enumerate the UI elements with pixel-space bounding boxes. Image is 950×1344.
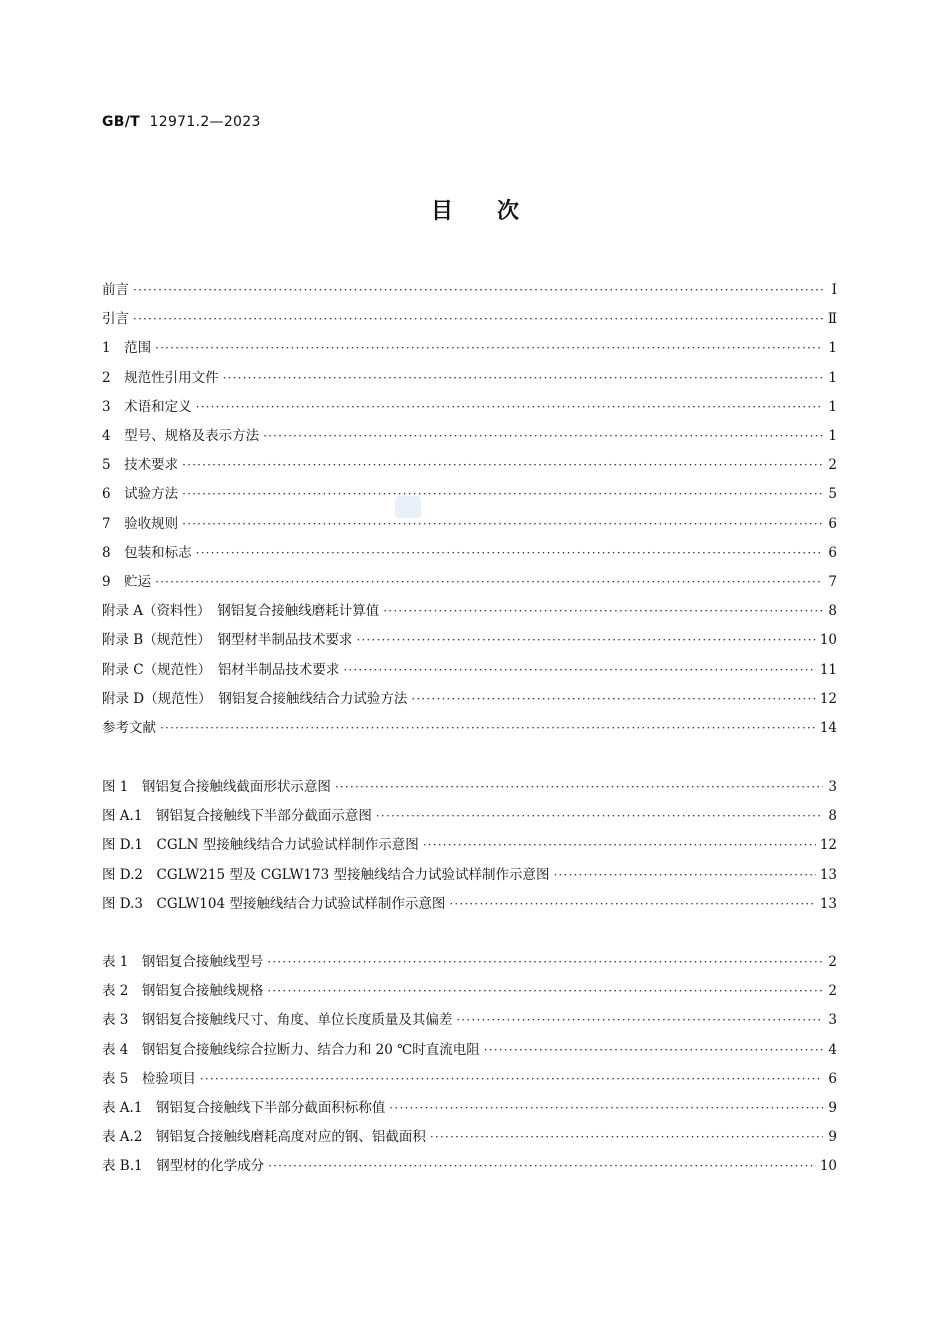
toc-entry-page: 8 (828, 603, 837, 620)
toc-entry[interactable] (102, 387, 837, 416)
toc-entry-page: Ⅰ (831, 282, 837, 298)
toc-entry-label: 图 1 钢铝复合接触线截面形状示意图 (102, 779, 331, 795)
toc-entry-page: 9 (828, 1100, 837, 1116)
toc-entry[interactable] (102, 1088, 837, 1117)
dot-leader (182, 485, 823, 499)
dot-leader (155, 339, 823, 353)
toc-entry-page: 2 (828, 983, 837, 1000)
toc-entry-label: 3 术语和定义 (102, 398, 192, 415)
dot-leader (383, 602, 823, 616)
dot-leader (155, 573, 823, 587)
toc-entry-page: 6 (828, 1070, 837, 1087)
toc-entry-page: Ⅱ (827, 311, 837, 328)
toc-entry[interactable] (102, 299, 837, 328)
toc-entry[interactable] (102, 416, 837, 445)
dot-leader (263, 427, 823, 441)
dot-leader (423, 836, 816, 850)
toc-entry-page: 14 (819, 720, 837, 736)
dot-leader (196, 398, 823, 412)
toc-entry-label: 前言 (102, 282, 129, 298)
toc-entry-page: 10 (819, 632, 837, 649)
toc-entry-label: 图 D.2 CGLW215 型及 CGLW173 型接触线结合力试验试样制作示意图 (102, 866, 550, 883)
dot-leader (411, 690, 815, 704)
toc-entry-label: 1 范围 (102, 340, 152, 357)
standard-year: 12971.2—2023 (149, 114, 261, 130)
toc-entry[interactable] (102, 1030, 837, 1059)
toc-entry-label: 表 A.2 钢铝复合接触线磨耗高度对应的钢、铝截面积 (102, 1129, 426, 1146)
toc-entry[interactable] (102, 708, 837, 737)
dot-leader (430, 1128, 823, 1142)
toc-entry[interactable] (102, 358, 837, 387)
standard-number (102, 114, 261, 130)
toc-entry[interactable] (102, 1000, 837, 1029)
toc-entry[interactable] (102, 328, 837, 357)
toc-entry-page: 6 (828, 544, 837, 561)
toc-entry[interactable] (102, 474, 837, 503)
dot-leader (335, 778, 823, 792)
toc-entry-label: 附录 A（资料性） 钢铝复合接触线磨耗计算值 (102, 603, 380, 620)
dot-leader (553, 866, 815, 880)
page-title: 目次 (430, 199, 563, 224)
toc-entry[interactable] (102, 942, 837, 971)
toc-entry[interactable] (102, 562, 837, 591)
toc-entry[interactable] (102, 1117, 837, 1146)
toc-entry[interactable] (102, 796, 837, 825)
dot-leader (223, 369, 823, 383)
toc-entry[interactable] (102, 1059, 837, 1088)
toc-entry-page: 3 (828, 1012, 837, 1029)
toc-entry-page: 2 (828, 457, 837, 474)
toc-entry-label: 表 1 钢铝复合接触线型号 (102, 954, 264, 970)
dot-leader (182, 515, 823, 529)
toc-entry-page: 1 (828, 369, 837, 386)
toc-entry-label: 引言 (102, 311, 129, 328)
toc-entry-page: 1 (828, 398, 837, 415)
toc-entry[interactable] (102, 767, 837, 796)
toc-entry-label: 7 验收规则 (102, 515, 179, 532)
toc-entry[interactable] (102, 855, 837, 884)
toc-entry-label: 表 A.1 钢铝复合接触线下半部分截面积标称值 (102, 1100, 386, 1116)
dot-leader (356, 631, 815, 645)
toc-entry[interactable] (102, 591, 837, 620)
dot-leader (376, 807, 823, 821)
toc-entry[interactable] (102, 1146, 837, 1175)
toc-entry-page: 7 (828, 574, 837, 590)
toc-entry-label: 附录 D（规范性） 钢铝复合接触线结合力试验方法 (102, 690, 408, 707)
toc-entry[interactable] (102, 620, 837, 649)
dot-leader (449, 895, 815, 909)
toc-entry[interactable] (102, 679, 837, 708)
toc-entry-page: 5 (828, 486, 837, 503)
toc-entry-label: 表 B.1 钢型材的化学成分 (102, 1158, 265, 1175)
toc-entry-page: 10 (819, 1158, 837, 1175)
toc-entry-label: 2 规范性引用文件 (102, 369, 219, 386)
dot-leader (196, 544, 823, 558)
toc-entry-page: 8 (828, 808, 837, 825)
toc-entry-label: 附录 C（规范性） 铝材半制品技术要求 (102, 661, 340, 678)
toc-entry-label: 表 5 检验项目 (102, 1070, 196, 1087)
toc-entry-page: 12 (819, 690, 837, 707)
toc-entry[interactable] (102, 504, 837, 533)
toc-entry-label: 4 型号、规格及表示方法 (102, 428, 260, 444)
toc-entry-label: 图 D.3 CGLW104 型接触线结合力试验试样制作示意图 (102, 895, 446, 912)
dot-leader (267, 953, 823, 967)
toc-entry-page: 11 (819, 661, 837, 678)
dot-leader (484, 1041, 823, 1055)
toc-entry[interactable] (102, 884, 837, 913)
dot-leader (267, 982, 823, 996)
dot-leader (389, 1099, 823, 1113)
toc-entry-label: 表 4 钢铝复合接触线综合拉断力、结合力和 20 ℃时直流电阻 (102, 1041, 480, 1058)
toc-entry-page: 13 (819, 866, 837, 883)
toc-entry-label: 表 2 钢铝复合接触线规格 (102, 983, 264, 1000)
toc-entry-page: 1 (828, 340, 837, 357)
dot-leader (160, 719, 816, 733)
toc-entry[interactable] (102, 650, 837, 679)
toc-entry[interactable] (102, 270, 837, 299)
dot-leader (200, 1070, 823, 1084)
toc-entry-label: 图 D.1 CGLN 型接触线结合力试验试样制作示意图 (102, 837, 419, 854)
toc-entry-page: 6 (828, 515, 837, 532)
toc-entry-page: 2 (828, 954, 837, 970)
standard-code: GB/T (102, 114, 141, 130)
dot-leader (343, 661, 815, 675)
toc-entry[interactable] (102, 825, 837, 854)
dot-leader (133, 281, 823, 295)
toc-entry-page: 13 (819, 895, 837, 912)
dot-leader (182, 456, 823, 470)
toc-entry-label: 图 A.1 钢铝复合接触线下半部分截面示意图 (102, 808, 372, 825)
dot-leader (456, 1011, 823, 1025)
dot-leader (268, 1157, 816, 1171)
toc-entry-page: 1 (828, 428, 837, 444)
toc-entry-page: 4 (828, 1041, 837, 1058)
toc-entry-page: 3 (828, 779, 837, 795)
toc-entry-label: 9 贮运 (102, 574, 152, 590)
toc-entry[interactable] (102, 445, 837, 474)
toc-entry-page: 12 (819, 837, 837, 854)
toc-entry[interactable] (102, 533, 837, 562)
toc-entry[interactable] (102, 971, 837, 1000)
toc-entry-label: 6 试验方法 (102, 486, 179, 503)
toc-entry-label: 表 3 钢铝复合接触线尺寸、角度、单位长度质量及其偏差 (102, 1012, 453, 1029)
dot-leader (133, 310, 823, 324)
toc-entry-label: 5 技术要求 (102, 457, 179, 474)
toc-entry-label: 8 包装和标志 (102, 544, 192, 561)
toc-entry-label: 参考文献 (102, 720, 156, 736)
toc-entry-label: 附录 B（规范性） 钢型材半制品技术要求 (102, 632, 353, 649)
toc-entry-page: 9 (828, 1129, 837, 1146)
